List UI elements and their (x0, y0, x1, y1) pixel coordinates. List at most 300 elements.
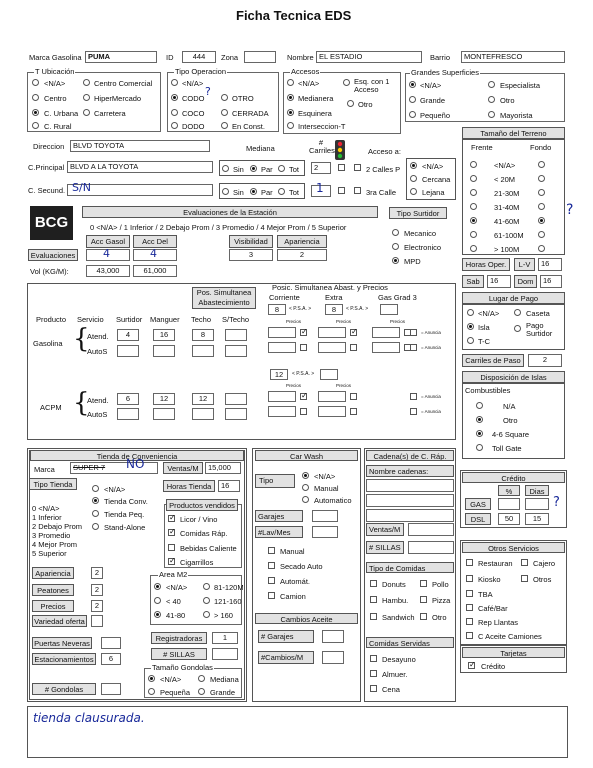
acpm-surtidor-field[interactable]: 6 (117, 393, 139, 405)
sillas-t-header: # SILLAS (151, 648, 207, 660)
variedad-field[interactable] (91, 615, 103, 627)
ubic-urbana-label: C. Urbana (44, 109, 79, 118)
comida-pollo-checkbox[interactable] (420, 580, 427, 587)
acceso-label: Acceso a: (368, 147, 401, 156)
cprincipal-field[interactable]: BLVD A LA TOYOTA (67, 161, 213, 173)
tipo-tienda-header: Tipo Tienda (29, 478, 77, 490)
pago-isla-radio[interactable] (467, 323, 474, 330)
gond-grande-radio[interactable] (198, 688, 205, 695)
fondo-radio[interactable] (538, 203, 545, 210)
comida-hambu-label: Hambu. (382, 596, 409, 605)
acpm-autos-label: AutoS (87, 410, 108, 419)
terreno-option-label: <N/A> (494, 161, 516, 170)
carriles2-value: 1 (316, 181, 324, 195)
surt-mecanico-label: Mecanico (404, 229, 437, 238)
acc-esquinera-radio[interactable] (287, 109, 294, 116)
tarjeta-credito-checkbox[interactable] (468, 662, 475, 669)
cw-lav-header: #Lav/Mes (255, 526, 303, 538)
horas-tienda-field[interactable]: 16 (218, 480, 240, 492)
op-dodo-radio[interactable] (171, 122, 178, 129)
area-na-radio[interactable] (154, 583, 161, 590)
marca-gasolina-label: Marca Gasolina (29, 53, 82, 62)
precios-t-header: Precios (32, 600, 74, 612)
ventas-field[interactable]: 15,000 (205, 462, 241, 474)
extra-psa-label: < P.S.A. > (346, 306, 369, 312)
calle2-label: 2 Calles P (366, 165, 401, 174)
precio-field[interactable] (318, 391, 346, 402)
fondo-radio[interactable] (538, 189, 545, 196)
tienda-scale-item: 2 Debajo Prom (32, 522, 83, 531)
frente-radio[interactable] (470, 161, 477, 168)
prod-comidas-checkbox[interactable] (168, 529, 175, 536)
pos-sim-header: Pos. Simultanea Abastecimiento (192, 287, 256, 309)
cw-garajes-field[interactable] (312, 510, 338, 522)
precio-field-2[interactable] (318, 406, 346, 417)
sup-peq-radio[interactable] (409, 111, 416, 118)
acceso-na-radio[interactable] (410, 162, 417, 169)
otros-aceite-label: C Aceite Camiones (478, 632, 542, 641)
prod-bebidas-checkbox[interactable] (168, 544, 175, 551)
area-81-radio[interactable] (203, 583, 210, 590)
c-cambios-header: #Cambios/M (258, 651, 314, 664)
prod-cigarrillos-checkbox[interactable] (168, 558, 175, 565)
prod-licor-checkbox[interactable] (168, 515, 175, 522)
surt-mpd-radio[interactable] (392, 257, 399, 264)
precio-field[interactable] (268, 327, 296, 338)
gas-surtidor-field[interactable]: 4 (117, 329, 139, 341)
op-codo-radio[interactable] (171, 94, 178, 101)
cw-camion-label: Camion (280, 592, 306, 601)
op-otro-radio[interactable] (221, 94, 228, 101)
corriente-label: Corriente (269, 293, 300, 302)
frente-radio[interactable] (470, 217, 477, 224)
acceso-lejana-label: Lejana (422, 188, 445, 197)
cw-automat-checkbox[interactable] (268, 577, 275, 584)
vol-label: Vol (KG/M): (30, 267, 69, 276)
sillas-t-field[interactable] (212, 648, 238, 660)
serv-almuer-checkbox[interactable] (370, 670, 377, 677)
otros-cajero-checkbox[interactable] (521, 559, 528, 566)
barrio-label: Barrio (430, 53, 451, 62)
gas-autos-mang-field[interactable] (153, 345, 175, 357)
otros-kiosko-label: Kiosko (478, 575, 501, 584)
cprincipal-label: C.Principal (28, 163, 65, 172)
otros-llantas-label: Rep Llantas (478, 618, 519, 627)
tienda-marca-label: Marca (34, 465, 55, 474)
otros-llantas-checkbox[interactable] (466, 618, 473, 625)
surt-electronico-label: Electronico (404, 243, 442, 252)
gond-mediana-radio[interactable] (198, 675, 205, 682)
otros-restauran-checkbox[interactable] (466, 559, 473, 566)
corriente-psa-label: < P.S.A. > (289, 306, 312, 312)
tienda-scale-item: 4 Mejor Prom (32, 540, 78, 549)
precios-t-field[interactable]: 2 (91, 600, 103, 612)
acpm-psa-label: < P.S.A. > (292, 371, 315, 377)
comida-pollo-label: Pollo (432, 580, 449, 589)
cw-manual-checkbox[interactable] (268, 547, 275, 554)
acpm-autos-stecho-field[interactable] (225, 408, 247, 420)
sup-otro-radio[interactable] (488, 96, 495, 103)
cw-camion-checkbox[interactable] (268, 592, 275, 599)
comida-pizza-checkbox[interactable] (420, 596, 427, 603)
precio-field-2[interactable] (268, 342, 296, 353)
fondo-label: Fondo (530, 143, 552, 152)
area-na-label: <N/A> (166, 583, 188, 592)
precio-checkbox-2[interactable] (300, 408, 307, 415)
otros-tba-label: TBA (478, 590, 493, 599)
precio-field-2[interactable] (268, 406, 296, 417)
tienda-na-radio[interactable] (92, 485, 99, 492)
ventas-header: Ventas/M (163, 462, 203, 474)
op-cerrada-label: CERRADA (232, 109, 269, 118)
gas-stecho-field[interactable] (225, 329, 247, 341)
med1-par-label: Par (261, 165, 273, 174)
sup-grande-label: Grande (420, 96, 446, 105)
ubic-urbana-radio[interactable] (32, 109, 39, 116)
zona-label: Zona (221, 53, 239, 62)
col-servicio-label: Servicio (77, 315, 104, 324)
cw-manual-radio[interactable] (302, 484, 309, 491)
puertas-field[interactable] (101, 637, 121, 649)
ubic-na-radio[interactable] (32, 79, 39, 86)
sup-mayor-radio[interactable] (488, 111, 495, 118)
acpm-autos-mang-field[interactable] (153, 408, 175, 420)
precio-field-2[interactable] (372, 342, 400, 353)
acc-intersec-radio[interactable] (287, 122, 294, 129)
sab-field[interactable]: 16 (487, 275, 511, 288)
superficies-legend: Grandes Superficies (411, 68, 479, 77)
surt-mecanico-radio[interactable] (392, 229, 399, 236)
med2-tot-radio[interactable] (278, 188, 285, 195)
terreno-option-label: 31-40M (494, 203, 520, 212)
regist-field[interactable]: 1 (212, 632, 238, 644)
carwash-header: Car Wash (255, 450, 358, 461)
cw-tipo-header: Tipo (255, 474, 295, 488)
ubic-rural-radio[interactable] (32, 122, 39, 129)
col-surtidor-label: Surtidor (116, 315, 143, 324)
carriles-paso-field[interactable]: 2 (528, 354, 562, 367)
op-otro-label: OTRO (232, 94, 254, 103)
peatones-field[interactable]: 2 (91, 584, 103, 596)
area-41-radio[interactable] (154, 611, 161, 618)
id-field[interactable]: 444 (182, 51, 216, 63)
precio-checkbox-2[interactable] (350, 408, 357, 415)
op-na-radio[interactable] (171, 79, 178, 86)
anuncia-label: = Anuncia (421, 330, 441, 335)
serv-cena-checkbox[interactable] (370, 685, 377, 692)
comida-otro-label: Otro (432, 613, 447, 622)
area-121-radio[interactable] (203, 597, 210, 604)
gond-pequena-radio[interactable] (148, 688, 155, 695)
acpm-brace: { (73, 388, 90, 418)
terreno-option-label: < 20M (494, 175, 516, 184)
calle3-label: 3ra Calle (366, 188, 397, 197)
gond-na-label: <N/A> (160, 675, 182, 684)
apariencia-field[interactable]: 2 (277, 249, 327, 261)
islas-square-radio[interactable] (476, 430, 483, 437)
acpm-stecho-field[interactable] (225, 393, 247, 405)
op-coco-radio[interactable] (171, 109, 178, 116)
precio-checkbox[interactable] (300, 393, 307, 400)
anuncia-label-2: = Anuncia (421, 345, 441, 350)
eval-header: Evaluaciones de la Estación (82, 206, 378, 218)
gas-manguer-field[interactable]: 16 (153, 329, 175, 341)
ubic-hiper-radio[interactable] (83, 94, 90, 101)
cw-lav-field[interactable] (312, 526, 338, 538)
tienda-marca-hw: NO (126, 457, 145, 471)
nombre-field[interactable]: EL ESTADIO (316, 51, 422, 63)
direccion-field[interactable]: BLVD TOYOTA (70, 140, 210, 152)
dom-field[interactable]: 16 (540, 275, 562, 288)
precio-checkbox-2[interactable] (300, 344, 307, 351)
otros-kiosko-checkbox[interactable] (466, 575, 473, 582)
acc-esquinera-label: Esquinera (298, 109, 332, 118)
traffic-light-icon (333, 140, 347, 160)
mediana-label: Mediana (246, 144, 275, 153)
tienda-peq-radio[interactable] (92, 510, 99, 517)
precio-field[interactable] (372, 327, 400, 338)
med2-sin-radio[interactable] (222, 188, 229, 195)
comida-otro-checkbox[interactable] (420, 613, 427, 620)
acpm-techo-field[interactable]: 12 (192, 393, 214, 405)
op-na-label: <N/A> (182, 79, 204, 88)
credito-header: Crédito (462, 472, 565, 483)
gas-autos-stecho-field[interactable] (225, 345, 247, 357)
visibilidad-field[interactable]: 3 (229, 249, 273, 261)
gondolas-field[interactable] (101, 683, 121, 695)
otros-restauran-label: Restauran (478, 559, 513, 568)
credito-gas-dias[interactable] (525, 498, 549, 510)
gas-atend-label: Atend. (87, 332, 109, 341)
cw-na-radio[interactable] (302, 472, 309, 479)
cw-manual-label: Manual (314, 484, 339, 493)
gasgrad-label: Gas Grad 3 (378, 293, 417, 302)
vol2-field[interactable]: 61,000 (133, 265, 177, 277)
tienda-header: Tienda de Conveniencia (30, 450, 244, 461)
vol1-field[interactable]: 43,000 (86, 265, 130, 277)
serv-desayuno-checkbox[interactable] (370, 655, 377, 662)
area-40-radio[interactable] (154, 597, 161, 604)
anuncia-label: = Anuncia (421, 394, 441, 399)
acc-medianera-radio[interactable] (287, 94, 294, 101)
tienda-marca-field[interactable]: SUPER 7 (70, 462, 158, 474)
c-garajes-field[interactable] (322, 630, 344, 643)
cadena-nombre-header: Nombre cadenas: (366, 465, 454, 477)
csecund-value: S/N (72, 181, 91, 194)
credito-dsl-pct[interactable]: 50 (498, 513, 520, 525)
precio-checkbox[interactable] (350, 329, 357, 336)
area-121-label: 121-160 (214, 597, 242, 606)
horas-oper-header: Horas Oper. (462, 258, 510, 271)
anuncia-checkbox[interactable] (410, 329, 417, 336)
accesos-legend: Accesos (291, 67, 320, 76)
sup-esp-label: Especialista (500, 81, 541, 90)
op-const-label: En Const. (232, 122, 265, 131)
ubic-carretera-radio[interactable] (83, 109, 90, 116)
lv-field[interactable]: 16 (538, 258, 562, 271)
cadena-ventas-field[interactable] (408, 523, 454, 536)
tienda-scale-item: 3 Promedio (32, 531, 71, 540)
tienda-peq-label: Tienda Peq. (104, 510, 145, 519)
variedad-header: Variedad oferta (32, 615, 87, 627)
gond-na-radio[interactable] (148, 675, 155, 682)
gas-autos-techo-field[interactable] (192, 345, 214, 357)
precio-checkbox[interactable] (350, 393, 357, 400)
credito-dsl-dias[interactable]: 15 (525, 513, 549, 525)
precio-field[interactable] (318, 327, 346, 338)
acpm-atend-label: Atend. (87, 396, 109, 405)
fondo-radio[interactable] (538, 245, 545, 252)
comida-sandwich-checkbox[interactable] (370, 613, 377, 620)
precio-field-2[interactable] (318, 342, 346, 353)
handwritten-mark: ? (553, 495, 560, 510)
calle2-checkbox[interactable] (338, 164, 345, 171)
acc-na-radio[interactable] (287, 79, 294, 86)
fondo-radio[interactable] (538, 161, 545, 168)
med1-sin-radio[interactable] (222, 165, 229, 172)
anuncia-checkbox[interactable] (410, 393, 417, 400)
tienda-scale-item: 5 Superior (32, 549, 67, 558)
precio-checkbox-2[interactable] (350, 344, 357, 351)
gas-techo-field[interactable]: 8 (192, 329, 214, 341)
ubic-cc-radio[interactable] (83, 79, 90, 86)
islas-otro-radio[interactable] (476, 416, 483, 423)
col-manguer-label: Manguer (150, 315, 180, 324)
frente-radio[interactable] (470, 175, 477, 182)
fondo-radio[interactable] (538, 175, 545, 182)
terreno-option-label: 21-30M (494, 189, 520, 198)
pago-na-radio[interactable] (467, 309, 474, 316)
acpm-autos-techo-field[interactable] (192, 408, 214, 420)
otros-cajero-label: Cajero (533, 559, 556, 568)
acc-esq1-radio[interactable] (343, 79, 350, 86)
otros-tba-checkbox[interactable] (466, 590, 473, 597)
sup-na-radio[interactable] (409, 81, 416, 88)
surt-electronico-radio[interactable] (392, 243, 399, 250)
gas-autos-surt-field[interactable] (117, 345, 139, 357)
serv-cena-label: Cena (382, 685, 400, 694)
cadena-nombre-2[interactable] (366, 494, 454, 507)
tienda-stand-radio[interactable] (92, 523, 99, 530)
islas-square-label: 4-6 Square (492, 430, 530, 439)
acceso-cercana-radio[interactable] (410, 175, 417, 182)
calle3-checkbox[interactable] (338, 187, 345, 194)
col-techo-label: Techo (191, 315, 212, 324)
lv-header: L-V (514, 258, 535, 271)
calle3b-checkbox[interactable] (354, 187, 361, 194)
acpm-manguer-field[interactable]: 12 (153, 393, 175, 405)
med2-par-radio[interactable] (250, 188, 257, 195)
apariencia-t-field[interactable]: 2 (91, 567, 103, 579)
cadena-nombre-3[interactable] (366, 509, 454, 522)
precio-field[interactable] (268, 391, 296, 402)
op-const-radio[interactable] (221, 122, 228, 129)
gas-autos-label: AutoS (87, 347, 108, 356)
tienda-conv-radio[interactable] (92, 497, 99, 504)
frente-radio[interactable] (470, 203, 477, 210)
cw-auto-radio[interactable] (302, 496, 309, 503)
tienda-stand-label: Stand-Alone (104, 523, 146, 532)
fondo-radio[interactable] (538, 231, 545, 238)
fondo-radio[interactable] (538, 217, 545, 224)
regist-header: Registradoras (151, 632, 207, 644)
gond-pequena-label: Pequeña (160, 688, 191, 697)
op-cerrada-radio[interactable] (221, 109, 228, 116)
surt-mpd-label: MPD (404, 257, 421, 266)
extra-psa-field[interactable]: 8 (325, 304, 343, 315)
precio-checkbox[interactable] (300, 329, 307, 336)
precios-label: Precios (336, 383, 352, 388)
gasgrad-psa-field[interactable] (380, 304, 398, 315)
sup-grande-radio[interactable] (409, 96, 416, 103)
carriles1-field[interactable]: 2 (311, 162, 331, 174)
ubic-centro-radio[interactable] (32, 94, 39, 101)
acpm-psa2-field[interactable] (320, 369, 338, 380)
acc-otro-radio[interactable] (347, 100, 354, 107)
cadena-sillas-field[interactable] (408, 541, 454, 554)
tienda-scale-item: 1 Inferior (32, 513, 62, 522)
credito-gas-pct[interactable] (498, 498, 520, 510)
islas-na-label: N/A (503, 402, 516, 411)
otros-cafe-label: Café/Bar (478, 604, 508, 613)
acpm-label: ACPM (40, 403, 62, 412)
pago-tc-radio[interactable] (467, 337, 474, 344)
pago-surtidor-radio[interactable] (514, 325, 521, 332)
sup-esp-radio[interactable] (488, 81, 495, 88)
frente-radio[interactable] (470, 189, 477, 196)
anuncia-checkbox-2[interactable] (410, 408, 417, 415)
otros-section (460, 540, 567, 645)
comida-hambu-checkbox[interactable] (370, 596, 377, 603)
med1-tot-radio[interactable] (278, 165, 285, 172)
corriente-psa-field[interactable]: 8 (268, 304, 286, 315)
otros-cafe-checkbox[interactable] (466, 604, 473, 611)
cadena-nombre-1[interactable] (366, 479, 454, 492)
sup-na-label: <N/A> (420, 81, 442, 90)
islas-comb-label: Combustibles (465, 386, 511, 395)
acpm-psa-field[interactable]: 12 (270, 369, 288, 380)
med1-sin-label: Sin (233, 165, 244, 174)
acceso-lejana-radio[interactable] (410, 188, 417, 195)
islas-na-radio[interactable] (476, 402, 483, 409)
area-legend: Area M2 (159, 570, 188, 579)
estac-field[interactable]: 6 (101, 653, 121, 665)
acc-medianera-label: Medianera (298, 94, 334, 103)
area-160-radio[interactable] (203, 611, 210, 618)
pago-caseta-radio[interactable] (514, 309, 521, 316)
anuncia-checkbox-2[interactable] (410, 344, 417, 351)
handwritten-mark: ? (566, 202, 574, 218)
terreno-option-label: > 100M (494, 245, 520, 254)
prod-cigarrillos-label: Cigarrillos (180, 558, 214, 567)
barrio-field[interactable]: MONTEFRESCO (461, 51, 565, 63)
med1-par-radio[interactable] (250, 165, 257, 172)
cw-garajes-header: Garajes (255, 510, 303, 522)
calle2b-checkbox[interactable] (354, 164, 361, 171)
acpm-autos-surt-field[interactable] (117, 408, 139, 420)
ubic-centro-label: Centro (44, 94, 67, 103)
frente-radio[interactable] (470, 245, 477, 252)
cw-secado-checkbox[interactable] (268, 562, 275, 569)
c-cambios-field[interactable] (322, 651, 344, 664)
frente-radio[interactable] (470, 231, 477, 238)
zona-field[interactable] (244, 51, 276, 63)
comida-donuts-checkbox[interactable] (370, 580, 377, 587)
otros-aceite-checkbox[interactable] (466, 632, 473, 639)
marca-gasolina-field[interactable]: PUMA (85, 51, 157, 63)
islas-toll-radio[interactable] (476, 444, 483, 451)
otros-otros-checkbox[interactable] (521, 575, 528, 582)
